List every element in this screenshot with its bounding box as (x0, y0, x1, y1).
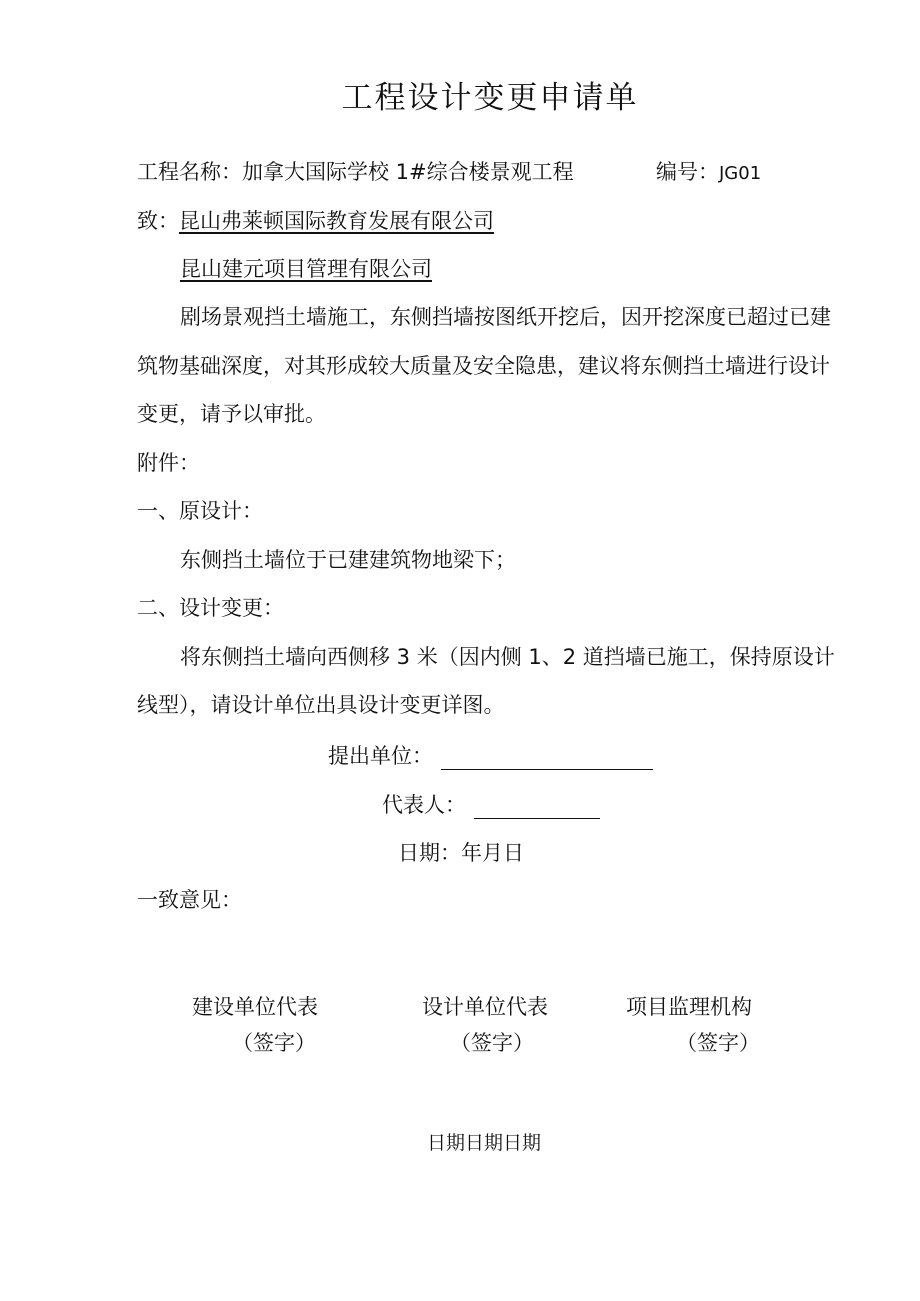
to-label: 致： (137, 209, 179, 233)
design-change-line-1: 将东侧挡土墙向西侧移 3 米（因内侧 1、2 道挡墙已施工，保持原设计 (180, 645, 835, 669)
recipient-row-1 (137, 207, 494, 235)
design-change-line-2: 线型），请设计单位出具设计变更详图。 (137, 693, 505, 717)
signature-sign-design: （签字） (450, 1031, 534, 1055)
signature-title-design: 设计单位代表 (422, 995, 548, 1019)
original-design-text: 东侧挡土墙位于已建建筑物地梁下； (180, 548, 516, 572)
applicant-unit-label: 提出单位： (328, 744, 433, 768)
project-name-label: 工程名称： (137, 160, 242, 184)
page-title: 工程设计变更申请单 (341, 80, 639, 116)
project-name-row (137, 158, 574, 186)
representative-blank (474, 796, 600, 819)
design-change-heading: 二、设计变更： (137, 596, 284, 620)
body-line-2: 筑物基础深度，对其形成较大质量及安全隐患，建议将东侧挡土墙进行设计 (137, 354, 830, 378)
body-line-1: 剧场景观挡土墙施工，东侧挡墙按图纸开挖后，因开挖深度已超过已建 (180, 305, 831, 329)
attachments-label: 附件： (137, 451, 200, 475)
project-code-row (656, 158, 761, 188)
representative-row (382, 791, 600, 819)
signature-sign-supervision: （签字） (676, 1031, 760, 1055)
project-code-label: 编号： (656, 160, 719, 184)
representative-label: 代表人： (382, 793, 466, 817)
applicant-date: 日期：年月日 (398, 841, 524, 865)
body-line-3: 变更，请予以审批。 (137, 402, 326, 426)
applicant-unit-row (328, 742, 653, 770)
signature-sign-construction: （签字） (232, 1031, 316, 1055)
signature-title-supervision: 项目监理机构 (626, 995, 752, 1019)
recipient-1: 昆山弗莱顿国际教育发展有限公司 (179, 209, 494, 233)
applicant-unit-blank (441, 747, 653, 770)
consensus-label: 一致意见： (137, 888, 242, 912)
recipient-2: 昆山建元项目管理有限公司 (180, 257, 432, 281)
project-name-value: 加拿大国际学校 1#综合楼景观工程 (242, 160, 574, 184)
original-design-heading: 一、原设计： (137, 499, 263, 523)
signature-title-construction: 建设单位代表 (192, 995, 318, 1019)
signature-dates: 日期日期日期 (427, 1132, 542, 1154)
project-code-value: JG01 (719, 163, 762, 184)
